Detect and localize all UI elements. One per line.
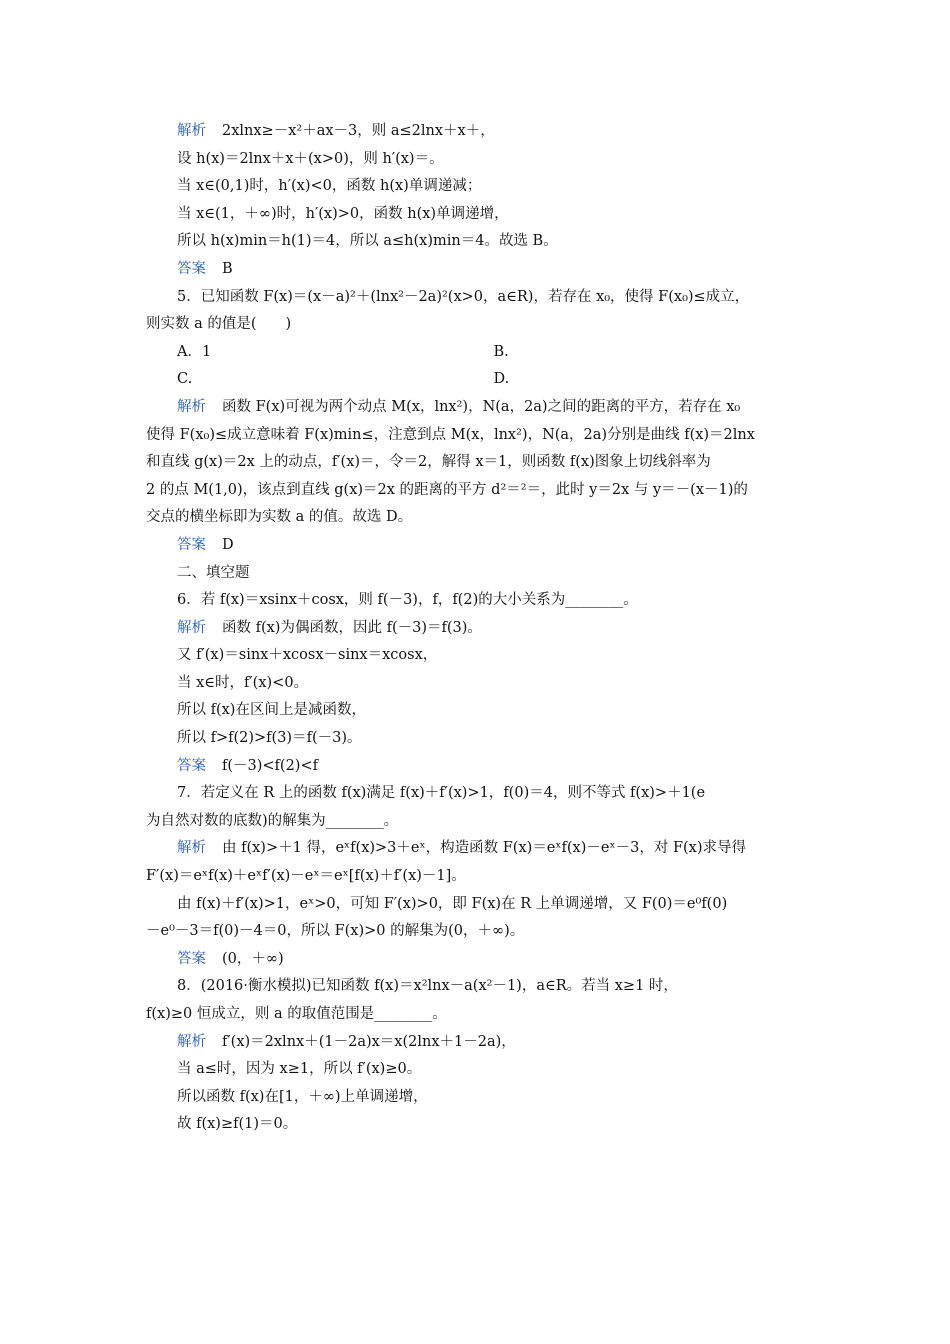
line-text: 当 x∈(0,1)时，h′(x)<0，函数 h(x)单调递减；	[177, 178, 482, 195]
line-text: 6．若 f(x)＝xsinx＋cosx，则 f(－3)，f，f(2)的大小关系为________。	[177, 592, 638, 609]
line-text: 2xlnx≥－x²＋ax－3，则 a≤2lnx＋x＋，	[222, 123, 495, 139]
line-text: 则实数 a 的值是( )	[146, 316, 292, 333]
line-text: 故 f(x)≥f(1)＝0。	[177, 1116, 298, 1133]
section-label: 解析	[177, 1033, 206, 1050]
option-label: D.	[493, 371, 510, 388]
line-text: 所以函数 f(x)在[1，＋∞)上单调递增，	[177, 1088, 428, 1105]
line-text: 当 a≤时，因为 x≥1，所以 f′(x)≥0。	[177, 1061, 422, 1078]
line-text: 7．若定义在 R 上的函数 f(x)满足 f(x)＋f′(x)>1，f(0)＝4，则不等式 f(x)>＋1(e	[177, 785, 706, 802]
text-line	[146, 173, 810, 201]
text-line	[146, 201, 810, 229]
text-line	[146, 394, 810, 422]
line-text: F′(x)＝eˣf(x)＋eˣf′(x)－eˣ＝eˣ[f(x)＋f′(x)－1]。	[146, 868, 466, 885]
line-text: 交点的横坐标即为实数 a 的值。故选 D。	[146, 509, 413, 526]
text-line	[146, 1029, 810, 1057]
text-line	[146, 780, 810, 808]
text-line	[146, 118, 810, 146]
line-text: －e⁰－3＝f(0)－4＝0，所以 F(x)>0 的解集为(0，＋∞)。	[146, 923, 525, 940]
section-label: 答案	[177, 260, 206, 277]
text-line	[146, 504, 810, 532]
line-text: 所以 f(x)在区间上是减函数，	[177, 702, 366, 719]
text-line	[146, 1084, 810, 1112]
line-text: 又 f′(x)＝sinx＋xcosx－sinx＝xcosx，	[177, 647, 438, 664]
line-text: 当 x∈时，f′(x)<0。	[177, 674, 309, 691]
line-text: 函数 F(x)可视为两个动点 M(x，lnx²)，N(a，2a)之间的距离的平方，若存在 x₀	[222, 398, 741, 415]
text-line	[146, 808, 810, 836]
text-line	[146, 891, 810, 919]
line-text: 由 f(x)＋f′(x)>1，eˣ>0，可知 F′(x)>0，即 F(x)在 R 上单调递增，又 F(0)＝e⁰f(0)	[177, 895, 728, 912]
document-body	[146, 118, 810, 1139]
section-label: 解析	[177, 619, 206, 636]
text-line	[146, 339, 810, 367]
line-text: 函数 f(x)为偶函数，因此 f(－3)＝f(3)。	[222, 619, 482, 636]
line-text: 二、填空题	[177, 564, 250, 581]
section-label: 答案	[177, 757, 206, 774]
line-text: 使得 F(x₀)≤成立意味着 F(x)min≤，注意到点 M(x，lnx²)，N(a，2a)分别是曲线 f(x)＝2lnx	[146, 426, 755, 443]
section-label: 解析	[177, 840, 206, 857]
line-text: 所以 h(x)min＝h(1)＝4，所以 a≤h(x)min＝4。故选 B。	[177, 233, 558, 250]
text-line	[146, 560, 810, 588]
section-label: 答案	[177, 950, 206, 967]
line-text: f′(x)＝2xlnx＋(1－2a)x＝x(2lnx＋1－2a)，	[222, 1033, 516, 1050]
text-line	[146, 311, 810, 339]
text-line	[146, 146, 810, 174]
line-text: (0，＋∞)	[222, 950, 284, 967]
option-label: C.	[177, 371, 193, 388]
section-label: 答案	[177, 536, 206, 553]
text-line	[146, 615, 810, 643]
text-line	[146, 284, 810, 312]
text-line	[146, 1111, 810, 1139]
line-text: f(－3)<f(2)<f	[222, 757, 318, 774]
text-line	[146, 228, 810, 256]
text-line	[146, 1056, 810, 1084]
text-line	[146, 587, 810, 615]
section-label: 解析	[177, 398, 206, 415]
line-text: B	[222, 260, 233, 277]
text-line	[146, 973, 810, 1001]
text-line	[146, 725, 810, 753]
text-line	[146, 918, 810, 946]
line-text: 5．已知函数 F(x)＝(x－a)²＋(lnx²－2a)²(x>0，a∈R)，若存在 x₀，使得 F(x₀)≤成立，	[177, 288, 750, 305]
text-line	[146, 477, 810, 505]
line-text: 2 的点 M(1,0)，该点到直线 g(x)＝2x 的距离的平方 d²＝²＝，此时 y＝2x 与 y＝－(x－1)的	[146, 481, 748, 498]
text-line	[146, 532, 810, 560]
text-line	[146, 863, 810, 891]
text-line	[146, 256, 810, 284]
line-text: D	[222, 536, 234, 553]
text-line	[146, 642, 810, 670]
line-text: 当 x∈(1，＋∞)时，h′(x)>0，函数 h(x)单调递增，	[177, 205, 509, 222]
text-line	[146, 753, 810, 781]
line-text: 为自然对数的底数)的解集为________。	[146, 812, 399, 829]
option-label: A．1	[177, 343, 212, 360]
line-text: 和直线 g(x)＝2x 上的动点，f′(x)＝，令＝2，解得 x＝1，则函数 f(x)图象上切线斜率为	[146, 454, 711, 471]
line-text: f(x)≥0 恒成立，则 a 的取值范围是________。	[146, 1006, 447, 1022]
line-text: 由 f(x)>＋1 得，eˣf(x)>3＋eˣ，构造函数 F(x)＝eˣf(x)－eˣ－3，对 F(x)求导得	[222, 840, 746, 857]
text-line	[146, 1001, 810, 1029]
text-line	[146, 366, 810, 394]
option-label: B.	[493, 343, 509, 360]
text-line	[146, 449, 810, 477]
text-line	[146, 670, 810, 698]
section-label: 解析	[177, 123, 206, 139]
text-line	[146, 835, 810, 863]
text-line	[146, 422, 810, 450]
text-line	[146, 697, 810, 725]
text-line	[146, 946, 810, 974]
line-text: 所以 f>f(2)>f(3)＝f(－3)。	[177, 730, 362, 747]
line-text: 8．(2016·衡水模拟)已知函数 f(x)＝x²lnx－a(x²－1)，a∈R。若当 x≥1 时，	[177, 978, 678, 995]
line-text: 设 h(x)＝2lnx＋x＋(x>0)，则 h′(x)＝。	[177, 150, 444, 167]
